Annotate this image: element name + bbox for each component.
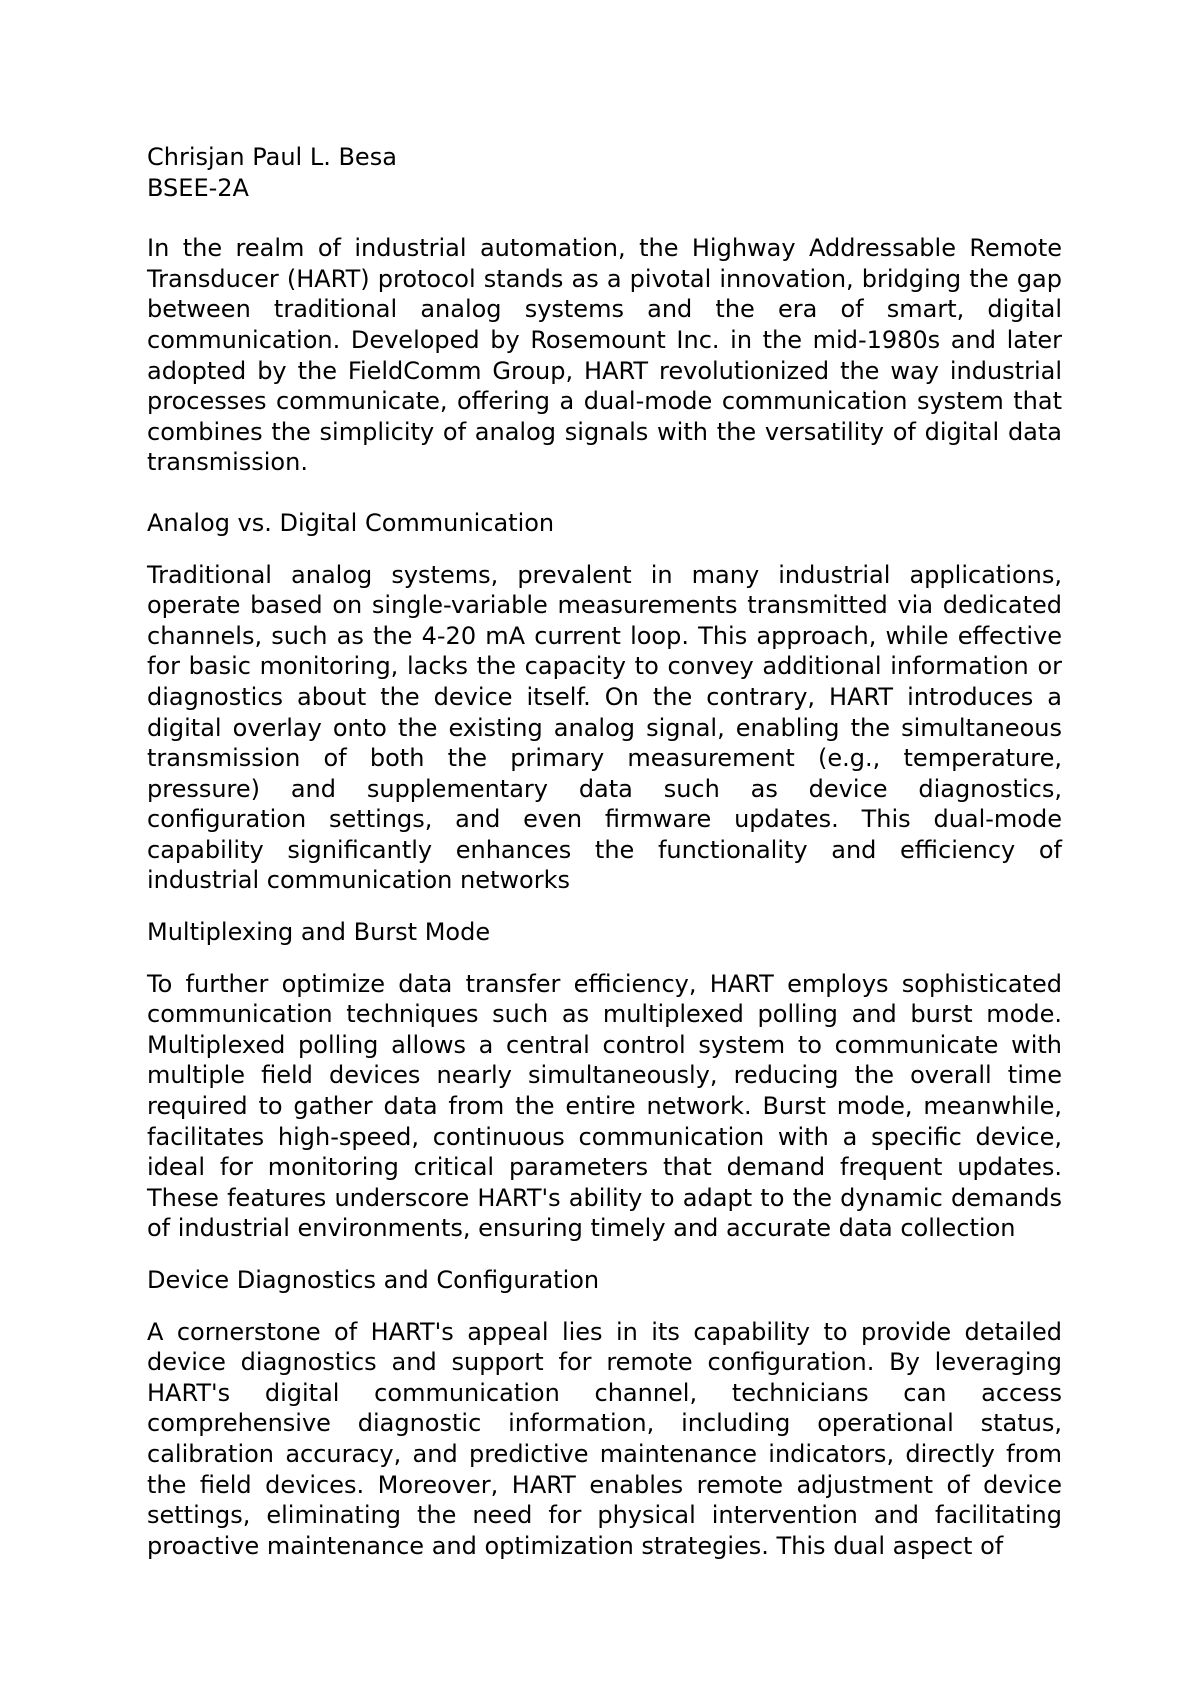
- section-heading-diagnostics: Device Diagnostics and Configuration: [147, 1266, 600, 1294]
- section-heading-analog-digital: Analog vs. Digital Communication: [147, 508, 555, 537]
- document-page: [147, 142, 1062, 1561]
- author-name: Chrisjan Paul L. Besa: [147, 143, 397, 171]
- class-section: BSEE-2A: [147, 173, 249, 202]
- intro-paragraph: In the realm of industrial automation, the Highway Addressable Remote Transducer (HART) protocol stands as a pivotal innovation, bridging the gap between traditional analog systems and the era of smart, digital communication. Developed by Rosemount Inc. in the mid-1980s and later adopted by the FieldComm Group, HART revolutionized the way industrial processes communicate, offering a dual-mode communication system that combines the simplicity of analog signals with the versatility of digital data transmission.: [147, 234, 1062, 477]
- section-body-analog-digital: Traditional analog systems, prevalent in many industrial applications, operate based on single-variable measurements transmitted via dedicated channels, such as the 4-20 mA current loop. This approach, while effective for basic monitoring, lacks the capacity to convey additional information or diagnostics about the device itself. On the contrary, HART introduces a digital overlay onto the existing analog signal, enabling the simultaneous transmission of both the primary measurement (e.g., temperature, pressure) and supplementary data such as device diagnostics, configuration settings, and even firmware updates. This dual-mode capability significantly enhances the functionality and efficiency of industrial communication networks: [147, 560, 1062, 895]
- section-body-diagnostics: A cornerstone of HART's appeal lies in its capability to provide detailed device diagnostics and support for remote configuration. By leveraging HART's digital communication channel, technicians can access comprehensive diagnostic information, including operational status, calibration accuracy, and predictive maintenance indicators, directly from the field devices. Moreover, HART enables remote adjustment of device settings, eliminating the need for physical intervention and facilitating proactive maintenance and optimization strategies. This dual aspect of: [147, 1317, 1062, 1560]
- section-heading-multiplexing: Multiplexing and Burst Mode: [147, 918, 491, 947]
- section-body-multiplexing: To further optimize data transfer efficiency, HART employs sophisticated communication techniques such as multiplexed polling and burst mode. Multiplexed polling allows a central control system to communicate with multiple field devices nearly simultaneously, reducing the overall time required to gather data from the entire network. Burst mode, meanwhile, facilitates high-speed, continuous communication with a specific device, ideal for monitoring critical parameters that demand frequent updates. These features underscore HART's ability to adapt to the dynamic demands of industrial environments, ensuring timely and accurate data collection: [147, 969, 1062, 1243]
